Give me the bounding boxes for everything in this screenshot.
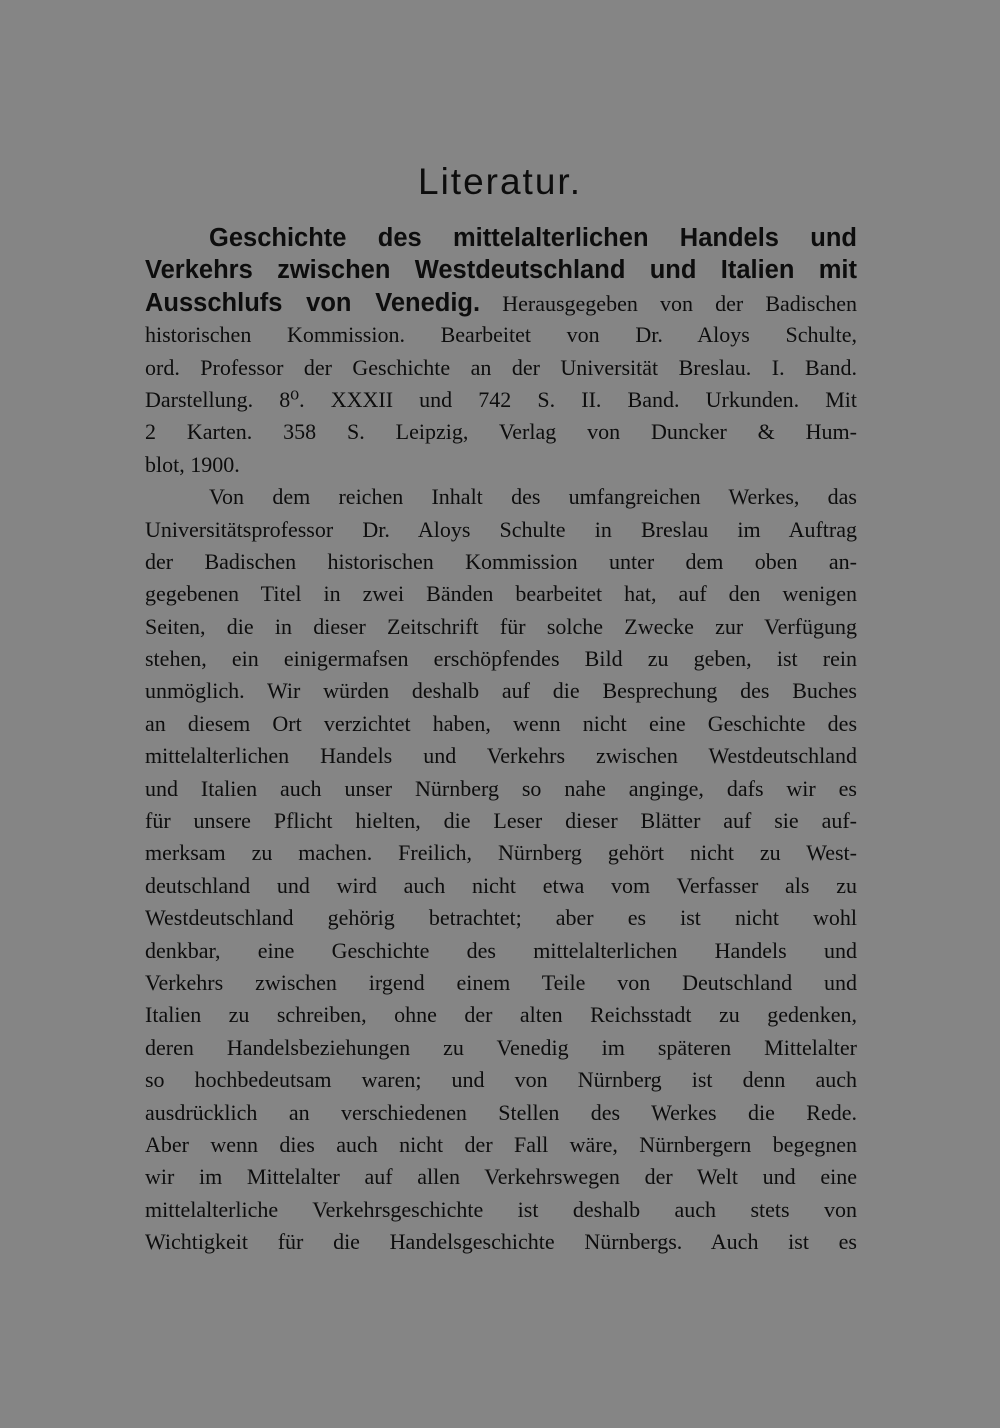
body-line: Wichtigkeit für die Handelsgeschichte Nürnbergs. Auch ist es <box>145 1229 857 1255</box>
body-line: Von dem reichen Inhalt des umfangreichen Werkes, das <box>209 484 857 510</box>
body-line: merksam zu machen. Freilich, Nürnberg gehört nicht zu West- <box>145 840 857 866</box>
body-line: Seiten, die in dieser Zeitschrift für solche Zwecke zur Verfügung <box>145 613 857 639</box>
body-line: Westdeutschland gehörig betrachtet; aber es ist nicht wohl <box>145 905 857 931</box>
body-line: wir im Mittelalter auf allen Verkehrswegen der Welt und eine <box>145 1164 857 1190</box>
body-line: an diesem Ort verzichtet haben, wenn nicht eine Geschichte des <box>145 710 857 736</box>
article-text <box>145 222 857 1259</box>
body-line: der Badischen historischen Kommission unter dem oben an- <box>145 548 857 574</box>
body-line: denkbar, eine Geschichte des mittelalterlichen Handels und <box>145 937 857 963</box>
page-title: Literatur. <box>418 161 582 202</box>
body-line: stehen, ein einigermafsen erschöpfendes Bild zu geben, ist rein <box>145 646 857 672</box>
body-line: deutschland und wird auch nicht etwa vom Verfasser als zu <box>145 872 857 898</box>
citation-line: Darstellung. 8⁰. XXXII und 742 S. II. Band. Urkunden. Mit <box>145 386 857 412</box>
body-line: Aber wenn dies auch nicht der Fall wäre, Nürnbergern begegnen <box>145 1131 857 1157</box>
body-line: so hochbedeutsam waren; und von Nürnberg ist denn auch <box>145 1067 857 1093</box>
body-line: gegebenen Titel in zwei Bänden bearbeitet hat, auf den wenigen <box>145 581 857 607</box>
book-title-line <box>145 287 857 319</box>
citation-line: historischen Kommission. Bearbeitet von Dr. Aloys Schulte, <box>145 322 857 348</box>
body-line: für unsere Pflicht hielten, die Leser dieser Blätter auf sie auf- <box>145 808 857 834</box>
body-line: und Italien auch unser Nürnberg so nahe anginge, dafs wir es <box>145 775 857 801</box>
citation-line: ord. Professor der Geschichte an der Universität Breslau. I. Band. <box>145 354 857 380</box>
citation-line: 2 Karten. 358 S. Leipzig, Verlag von Duncker & Hum- <box>145 419 857 445</box>
body-line: Italien zu schreiben, ohne der alten Reichsstadt zu gedenken, <box>145 1002 857 1028</box>
book-title-line: Geschichte des mittelalterlichen Handels und <box>209 224 857 252</box>
book-title-line: Verkehrs zwischen Westdeutschland und Italien mit <box>145 256 857 285</box>
body-line: mittelalterliche Verkehrsgeschichte ist deshalb auch stets von <box>145 1196 857 1222</box>
body-line: unmöglich. Wir würden deshalb auf die Besprechung des Buches <box>145 678 857 704</box>
citation-line: blot, 1900. <box>145 451 240 477</box>
citation-text: Herausgegeben von der Badischen <box>502 290 857 316</box>
body-line: ausdrücklich an verschiedenen Stellen des Werkes die Rede. <box>145 1099 857 1125</box>
book-title-end: Ausschlufs von Venedig. <box>145 288 481 317</box>
body-line: mittelalterlichen Handels und Verkehrs zwischen Westdeutschland <box>145 743 857 769</box>
body-line: Universitätsprofessor Dr. Aloys Schulte in Breslau im Auftrag <box>145 516 857 542</box>
body-line: deren Handelsbeziehungen zu Venedig im späteren Mittelalter <box>145 1034 857 1060</box>
body-line: Verkehrs zwischen irgend einem Teile von Deutschland und <box>145 969 857 995</box>
